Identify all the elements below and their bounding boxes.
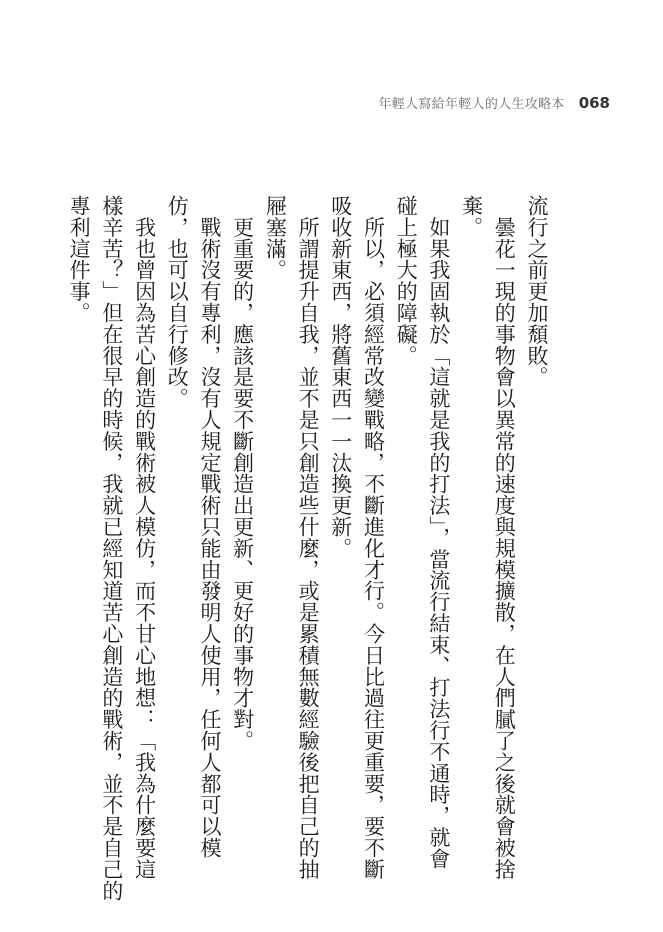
text-column: 所謂提升自我，並不是只創造些什麼，或是累積無數經驗後把自己的抽 bbox=[296, 195, 321, 880]
text-column: 仿，也可以自行修改。 bbox=[165, 195, 190, 409]
text-column: 所以，必須經常改變戰略，不斷進化才行。今日比過往更重要，要不斷 bbox=[361, 195, 386, 880]
text-column: 流行之前更加頹敗。 bbox=[525, 195, 549, 388]
text-column: 棄。 bbox=[459, 195, 484, 238]
text-column: 我也曾因為苦心創造的戰術被人模仿，而不甘心地想：「我為什麼要這 bbox=[132, 195, 157, 880]
text-column: 專利這件事。 bbox=[67, 195, 92, 324]
text-column: 如果我固執於「這就是我的打法」，當流行結束、打法行不通時，就會 bbox=[426, 195, 451, 870]
text-column: 更重要的，應該是要不斷創造出更新、更好的事物才對。 bbox=[230, 195, 255, 752]
text-column: 戰術沒有專利，沒有人規定戰術只能由發明人使用，任何人都可以模 bbox=[197, 195, 222, 859]
text-column: 樣辛苦？」但在很早的時候，我就已經知道苦心創造的戰術，並不是自己的 bbox=[99, 195, 124, 902]
text-column: 屜塞滿。 bbox=[263, 195, 288, 281]
book-title: 年輕人寫給年輕人的人生攻略本 bbox=[378, 97, 565, 112]
text-column: 曇花一現的事物會以異常的速度與規模擴散，在人們膩了之後就會被捨 bbox=[492, 195, 517, 880]
page-number: 068 bbox=[578, 94, 610, 112]
text-column: 吸收新東西，將舊東西一一汰換更新。 bbox=[328, 195, 353, 559]
running-header bbox=[378, 93, 610, 112]
text-column: 碰上極大的障礙。 bbox=[394, 195, 419, 367]
body-text bbox=[62, 195, 553, 902]
